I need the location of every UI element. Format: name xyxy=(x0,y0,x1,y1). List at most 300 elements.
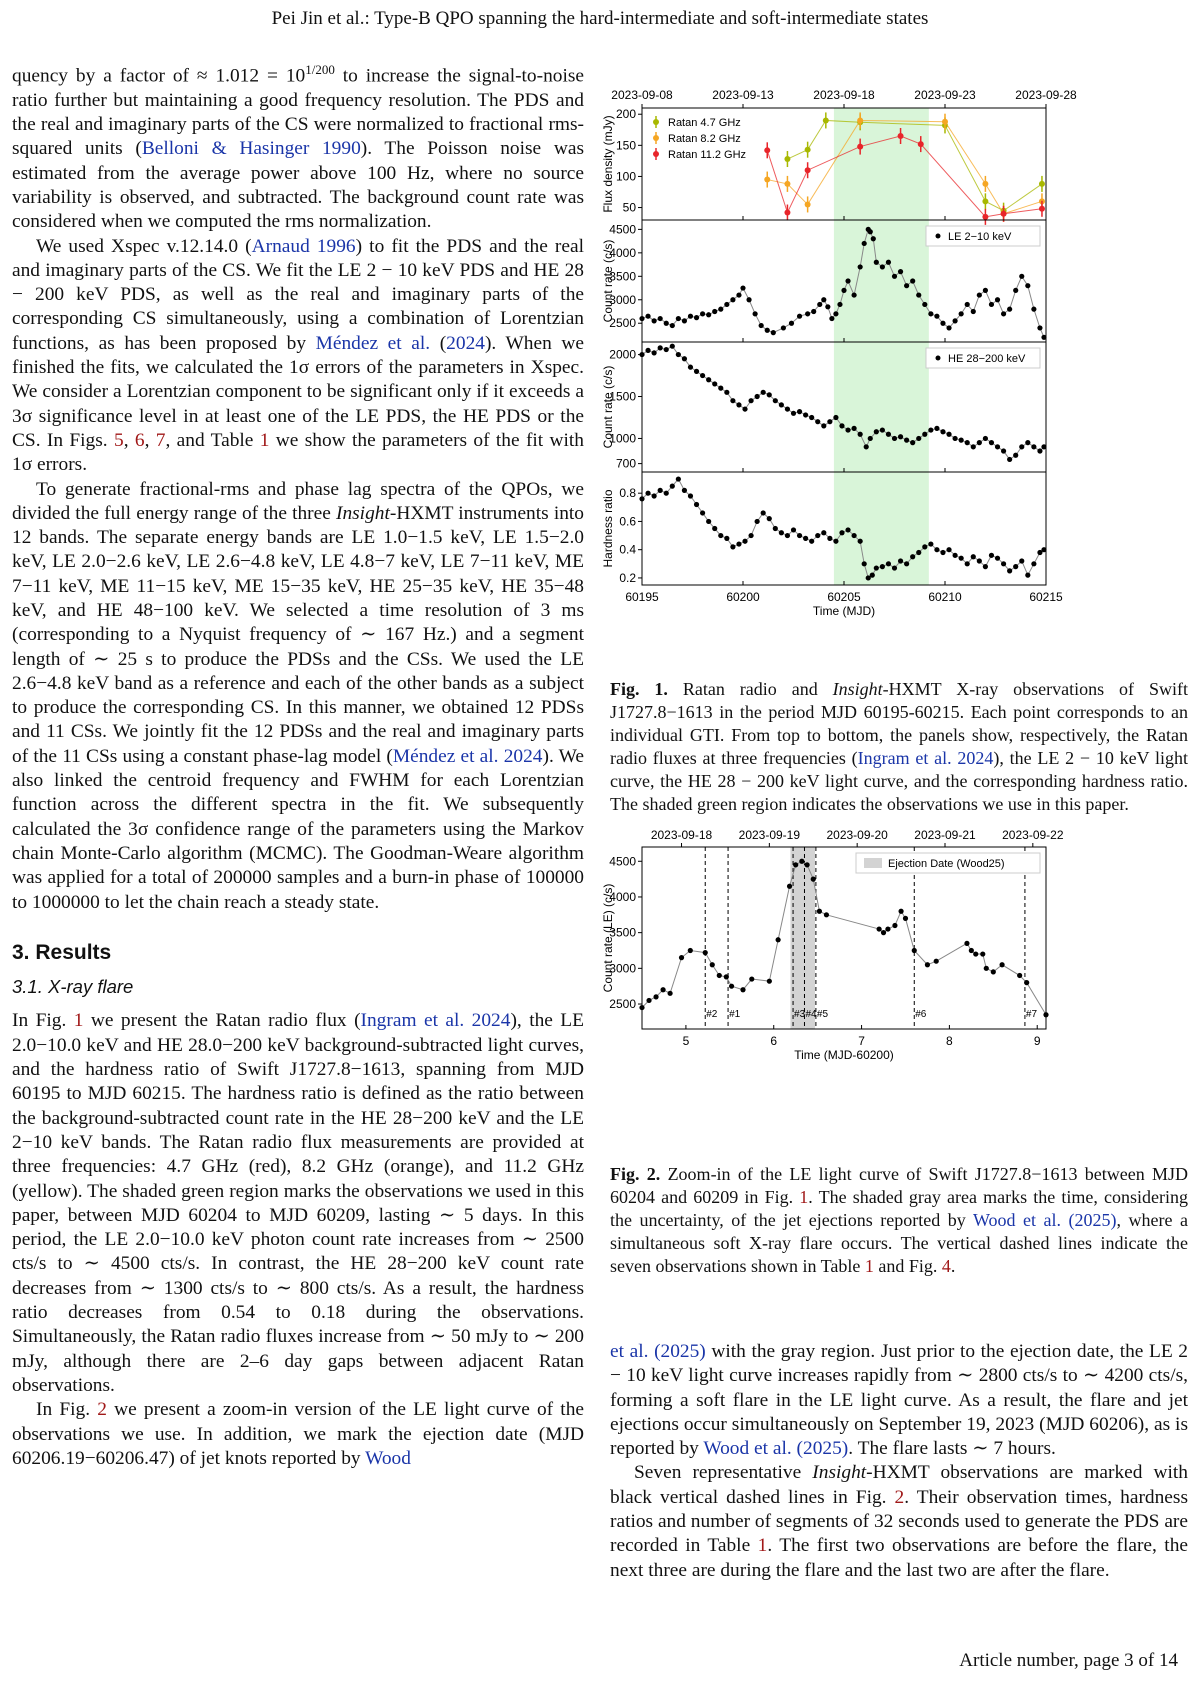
figure-2 xyxy=(600,825,1190,1150)
fig5-link[interactable]: 5 xyxy=(113,429,124,451)
data-point xyxy=(653,994,658,999)
data-point xyxy=(1025,573,1030,578)
y-tick-label: 50 xyxy=(622,200,636,215)
data-point xyxy=(799,859,804,864)
y-tick-label: 100 xyxy=(615,169,636,184)
table1-link[interactable]: 1 xyxy=(259,429,270,451)
data-point xyxy=(793,862,798,867)
data-point xyxy=(977,440,982,445)
data-point xyxy=(1037,448,1042,453)
legend-label: Ratan 8.2 GHz xyxy=(668,133,741,145)
y-tick-label: 1000 xyxy=(609,431,636,446)
data-point xyxy=(753,311,758,316)
ref-mendez[interactable]: Méndez et al. xyxy=(315,332,431,354)
data-point xyxy=(904,561,909,566)
data-point xyxy=(755,394,760,399)
ref-mendez-year[interactable]: 2024 xyxy=(446,332,485,354)
y-axis-label: Count rate (c/s) xyxy=(601,365,615,449)
data-point xyxy=(700,311,705,316)
paragraph-2: We used Xspec v.12.14.0 (Arnaud 1996) to fit the PDS and the real and imaginary parts of the CS. We fit the LE 2 − 10 keV PDS and HE 28 − 200 keV PDS, as well as the real and imaginary parts of the corresponding CS simultaneously, using a combination of Lorentzian functions, as has been proposed by Méndez et al. (2024). When we finished the fits, we calculated the 1σ errors of the parameters in Xspec. We consider a Lorentzian component to be significant only if it exceeds a 3σ significance level in at least one of the LE PDS, the HE PDS or the CS. In Figs. 5, 6, 7, and Table 1 we show the parameters of the fit with 1σ errors. xyxy=(12,235,584,476)
data-point xyxy=(717,973,722,978)
x-tick-label: 8 xyxy=(946,1034,953,1048)
data-point xyxy=(824,912,829,917)
data-point xyxy=(781,325,786,330)
data-point xyxy=(1031,561,1036,566)
data-point xyxy=(977,292,982,297)
data-point xyxy=(953,436,958,441)
data-point xyxy=(1013,453,1018,458)
data-point xyxy=(817,302,822,307)
ref-wood-2025[interactable]: Wood et al. (2025) xyxy=(703,1438,849,1460)
data-point xyxy=(700,373,705,378)
y-tick-label: 3500 xyxy=(609,925,636,940)
data-point xyxy=(953,553,958,558)
data-point xyxy=(658,345,663,350)
data-point xyxy=(898,558,903,563)
ref-wood-cont[interactable]: et al. (2025) xyxy=(610,1341,706,1362)
ref-ingram[interactable]: Ingram et al. 2024 xyxy=(360,1010,511,1032)
data-point xyxy=(797,314,802,319)
data-point xyxy=(815,419,820,424)
fig2-cap-table1[interactable]: 1 xyxy=(864,1256,874,1276)
data-point xyxy=(773,398,778,403)
data-point xyxy=(980,951,985,956)
data-point xyxy=(922,302,927,307)
data-point xyxy=(736,402,741,407)
data-point xyxy=(922,544,927,549)
paragraph-5: In Fig. 2 we present a zoom-in version of the LE light curve of the observations we use. In addition, we mark the ejection date (MJD 60206.19−60206.47) of jet knots reported by Wood xyxy=(12,1399,584,1469)
data-point xyxy=(787,884,792,889)
data-point xyxy=(724,302,729,307)
paragraph-4: In Fig. 1 we present the Ratan radio flux (Ingram et al. 2024), the LE 2.0−10.0 keV and HE 28.0−200 keV background-subtracted light curves, and the hardness ratio of Swift J1727.8−1613, spanning from MJD 60195 to MJD 60215. The hardness ratio is defined as the ratio between the background-subtracted count rate in the HE 28−200 keV and the LE 2−10 keV bands. The Ratan radio flux measurements are provided at three frequencies: 4.7 GHz (red), 8.2 GHz (orange), and 11.2 GHz (yellow). The shaded green region marks the observations we used in this paper, between MJD 60204 to MJD 60209, lasting ∼ 5 days. In this period, the LE 2.0−10.0 keV photon count rate increases from ∼ 2500 cts/s to ∼ 4500 cts/s. In contrast, the HE 28−200 keV count rate decreases from ∼ 1300 cts/s to ∼ 800 cts/s. As a result, the hardness ratio decreases from 0.54 to 0.18 during the observations. Simultaneously, the Ratan radio fluxes increase from ∼ 50 mJy to ∼ 200 mJy, although there are 2–6 day gaps between adjacent Ratan observations. xyxy=(12,1010,585,1396)
radio-point xyxy=(805,201,811,207)
data-point xyxy=(761,390,766,395)
data-point xyxy=(977,558,982,563)
fig1-ref-ingram[interactable]: Ingram et al. 2024 xyxy=(857,748,994,768)
data-point xyxy=(670,484,675,489)
data-point xyxy=(916,550,921,555)
data-point xyxy=(652,350,657,355)
observation-label: #5 xyxy=(816,1009,829,1020)
legend-label: Ratan 4.7 GHz xyxy=(668,117,741,129)
data-point xyxy=(870,573,875,578)
x-tick-label: 9 xyxy=(1033,1034,1041,1048)
data-point xyxy=(833,415,838,420)
data-point xyxy=(864,444,869,449)
x-tick-label: 7 xyxy=(858,1034,865,1048)
data-point xyxy=(652,318,657,323)
data-point xyxy=(639,496,644,501)
observation-label: #6 xyxy=(915,1009,927,1020)
data-point xyxy=(1007,568,1012,573)
data-point xyxy=(886,432,891,437)
legend-marker xyxy=(653,135,659,141)
data-point xyxy=(730,398,735,403)
data-point xyxy=(973,951,978,956)
data-point xyxy=(1001,561,1006,566)
data-point xyxy=(910,278,915,283)
data-point xyxy=(999,962,1004,967)
data-point xyxy=(827,536,832,541)
data-line xyxy=(642,861,1046,1014)
data-point xyxy=(682,356,687,361)
radio-point xyxy=(918,141,924,147)
data-point xyxy=(805,862,810,867)
radio-point xyxy=(857,117,863,123)
data-point xyxy=(682,318,687,323)
ref-mendez-2024[interactable]: Méndez et al. 2024 xyxy=(392,745,543,767)
data-point xyxy=(989,553,994,558)
y-tick-label: 3000 xyxy=(609,292,636,307)
data-point xyxy=(742,539,747,544)
data-point xyxy=(892,565,897,570)
data-point xyxy=(700,510,705,515)
data-point xyxy=(912,948,917,953)
top-date-label: 2023-09-23 xyxy=(914,88,976,102)
y-tick-label: 0.4 xyxy=(619,542,636,557)
radio-point xyxy=(1001,211,1007,217)
top-date-label: 2023-09-28 xyxy=(1015,88,1077,102)
data-point xyxy=(995,297,1000,302)
data-point xyxy=(761,510,766,515)
y-tick-label: 4500 xyxy=(609,222,636,237)
observation-label: #1 xyxy=(729,1009,741,1020)
data-point xyxy=(886,260,891,265)
data-point xyxy=(898,269,903,274)
data-point xyxy=(779,530,784,535)
data-point xyxy=(805,311,810,316)
data-point xyxy=(767,392,772,397)
data-point xyxy=(645,314,650,319)
figure-2-chart xyxy=(600,825,1190,1150)
r-table1-link[interactable]: 1 xyxy=(757,1535,768,1557)
data-point xyxy=(1001,448,1006,453)
data-point xyxy=(718,533,723,538)
top-date-label: 2023-09-08 xyxy=(611,88,673,102)
data-point xyxy=(881,930,886,935)
r-fig2-link[interactable]: 2 xyxy=(894,1486,905,1508)
top-date-label: 2023-09-22 xyxy=(1002,828,1064,842)
data-point xyxy=(718,307,723,312)
y-tick-label: 2500 xyxy=(609,997,636,1012)
data-point xyxy=(874,429,879,434)
y-tick-label: 3500 xyxy=(609,269,636,284)
data-point xyxy=(809,415,814,420)
data-point xyxy=(871,236,876,241)
fig2-ref-wood[interactable]: Wood et al. (2025) xyxy=(972,1210,1117,1230)
data-point xyxy=(837,302,842,307)
radio-point xyxy=(805,167,811,173)
data-point xyxy=(712,309,717,314)
observation-label: #3 xyxy=(794,1009,806,1020)
data-point xyxy=(710,962,715,967)
data-point xyxy=(791,411,796,416)
data-point xyxy=(1013,564,1018,569)
data-point xyxy=(845,427,850,432)
data-point xyxy=(858,264,863,269)
data-point xyxy=(703,950,708,955)
data-point xyxy=(827,419,832,424)
data-point xyxy=(1043,1012,1048,1017)
fig2-cap-fig1[interactable]: 1 xyxy=(799,1187,809,1207)
data-point xyxy=(903,916,908,921)
data-point xyxy=(789,321,794,326)
data-point xyxy=(803,536,808,541)
left-column xyxy=(12,58,584,1471)
data-point xyxy=(898,909,903,914)
data-point xyxy=(1007,457,1012,462)
radio-point xyxy=(942,119,948,125)
section-heading: 3. Results xyxy=(12,940,112,964)
data-point xyxy=(694,502,699,507)
data-point xyxy=(785,406,790,411)
legend-label: LE 2−10 keV xyxy=(948,231,1012,243)
data-point xyxy=(729,984,734,989)
paragraph-5-cont: et al. (2025) with the gray region. Just prior to the ejection date, the LE 2 − 10 keV light curve increases rapidly from ∼ 2800 cts/s to ∼ 4200 cts/s, forming a soft flare in the LE light curve. As a result, the flare and jet ejections occur simultaneously on September 19, 2023 (MJD 60206), as is reported by Wood et al. (2025). The flare lasts ∼ 7 hours. xyxy=(610,1341,1188,1460)
data-point xyxy=(759,323,764,328)
legend-marker xyxy=(936,356,941,361)
data-point xyxy=(959,556,964,561)
data-point xyxy=(877,926,882,931)
data-point xyxy=(688,365,693,370)
paragraph-1: quency by a factor of ≈ $1.012 = 10^{1/200}$ to increase the signal-to-noise ratio further but maintaining a good frequency resolution. The PDS and the real and imaginary parts of the CS were normalized to fractional rms-squared units (Belloni & Hasinger 1990). The Poisson noise was estimated from the average power above 100 Hz, where no source variability is observed, and subtracted. The background count rate was considered when we computed the rms normalization. xyxy=(12,62,585,233)
radio-point xyxy=(898,133,904,139)
data-point xyxy=(892,923,897,928)
data-point xyxy=(730,544,735,549)
data-point xyxy=(646,998,651,1003)
data-point xyxy=(694,315,699,320)
x-axis-label: Time (MJD) xyxy=(812,604,876,618)
y-tick-label: 2500 xyxy=(609,316,636,331)
data-point xyxy=(1019,444,1024,449)
data-point xyxy=(682,488,687,493)
data-point xyxy=(1041,547,1046,552)
data-point xyxy=(664,491,669,496)
data-point xyxy=(1041,444,1046,449)
y-tick-label: 4000 xyxy=(609,889,636,904)
data-point xyxy=(991,969,996,974)
y-tick-label: 4500 xyxy=(609,854,636,869)
fig7-link[interactable]: 7 xyxy=(155,429,166,451)
legend-label: Ejection Date (Wood25) xyxy=(888,858,1005,870)
data-point xyxy=(688,493,693,498)
data-point xyxy=(868,436,873,441)
y-tick-label: 2000 xyxy=(609,347,636,362)
data-point xyxy=(811,309,816,314)
page-footer: Article number, page 3 of 14 xyxy=(959,1650,1178,1671)
data-point xyxy=(880,427,885,432)
data-point xyxy=(658,316,663,321)
data-point xyxy=(718,386,723,391)
data-point xyxy=(989,440,994,445)
data-point xyxy=(755,519,760,524)
data-point xyxy=(712,526,717,531)
radio-point xyxy=(764,147,770,153)
data-point xyxy=(880,264,885,269)
data-point xyxy=(767,979,772,984)
data-point xyxy=(706,312,711,317)
data-point xyxy=(892,436,897,441)
data-point xyxy=(969,948,974,953)
data-point xyxy=(660,987,665,992)
data-point xyxy=(928,427,933,432)
radio-point xyxy=(805,147,811,153)
top-date-label: 2023-09-21 xyxy=(914,828,976,842)
x-tick-label: 60195 xyxy=(625,590,659,604)
data-point xyxy=(706,377,711,382)
data-point xyxy=(803,412,808,417)
data-point xyxy=(688,948,693,953)
data-point xyxy=(874,565,879,570)
data-point xyxy=(749,976,754,981)
data-point xyxy=(934,314,939,319)
data-point xyxy=(740,987,745,992)
data-point xyxy=(946,325,951,330)
data-point xyxy=(910,554,915,559)
radio-point xyxy=(1039,206,1045,212)
radio-point xyxy=(857,144,863,150)
x-tick-label: 6 xyxy=(770,1034,778,1048)
data-point xyxy=(825,304,830,309)
data-point xyxy=(940,321,945,326)
data-point xyxy=(995,444,1000,449)
legend-marker xyxy=(936,234,941,239)
observation-label: #4 xyxy=(805,1009,817,1020)
data-point xyxy=(773,526,778,531)
data-point xyxy=(679,955,684,960)
data-point xyxy=(1024,980,1029,985)
top-date-label: 2023-09-19 xyxy=(738,828,801,842)
data-point xyxy=(898,434,903,439)
data-point xyxy=(724,536,729,541)
data-point xyxy=(959,438,964,443)
data-point xyxy=(946,547,951,552)
fig6-link[interactable]: 6 xyxy=(134,429,145,451)
fig2-link[interactable]: 2 xyxy=(97,1399,107,1421)
data-point xyxy=(730,297,735,302)
x-axis-label: Time (MJD-60200) xyxy=(794,1048,894,1062)
data-point xyxy=(916,292,921,297)
y-tick-label: 700 xyxy=(615,456,636,471)
y-tick-label: 0.8 xyxy=(619,486,636,501)
data-point xyxy=(817,909,822,914)
data-point xyxy=(1041,335,1046,340)
data-point xyxy=(797,409,802,414)
data-point xyxy=(724,390,729,395)
radio-point xyxy=(982,181,988,187)
figure-1-chart xyxy=(600,80,1190,660)
data-point xyxy=(771,330,776,335)
observation-label: #7 xyxy=(1025,1009,1038,1020)
data-point xyxy=(841,288,846,293)
data-point xyxy=(953,318,958,323)
y-tick-label: 1500 xyxy=(609,389,636,404)
data-point xyxy=(821,423,826,428)
shaded-region xyxy=(834,108,929,585)
data-point xyxy=(639,352,644,357)
data-point xyxy=(670,323,675,328)
data-point xyxy=(934,426,939,431)
data-point xyxy=(928,541,933,546)
right-column xyxy=(610,1340,1188,1583)
y-tick-label: 4000 xyxy=(609,245,636,260)
data-point xyxy=(892,274,897,279)
ref-belloni[interactable]: Belloni & Hasinger 1990 xyxy=(141,138,361,160)
data-point xyxy=(989,302,994,307)
data-point xyxy=(858,432,863,437)
ref-wood[interactable]: Wood xyxy=(365,1447,411,1469)
data-point xyxy=(645,491,650,496)
data-point xyxy=(984,966,989,971)
data-point xyxy=(874,260,879,265)
data-point xyxy=(940,550,945,555)
data-point xyxy=(742,406,747,411)
data-point xyxy=(724,974,729,979)
legend-marker xyxy=(653,119,659,125)
fig2-cap-fig4[interactable]: 4 xyxy=(941,1256,951,1276)
data-point xyxy=(965,440,970,445)
x-tick-label: 5 xyxy=(682,1034,690,1048)
y-axis-label: Flux density (mJy) xyxy=(601,115,615,213)
data-point xyxy=(934,547,939,552)
data-point xyxy=(1001,311,1006,316)
data-point xyxy=(839,423,844,428)
y-tick-label: 0.6 xyxy=(619,514,636,529)
data-point xyxy=(1037,325,1042,330)
data-point xyxy=(767,516,772,521)
data-point xyxy=(740,285,745,290)
y-tick-label: 3000 xyxy=(609,961,636,976)
legend-swatch xyxy=(864,858,882,868)
ref-arnaud[interactable]: Arnaud 1996 xyxy=(251,235,356,257)
y-tick-label: 150 xyxy=(615,138,636,153)
data-point xyxy=(746,297,751,302)
data-point xyxy=(785,533,790,538)
data-point xyxy=(940,429,945,434)
data-point xyxy=(776,937,781,942)
data-point xyxy=(971,309,976,314)
top-date-label: 2023-09-20 xyxy=(826,828,888,842)
data-point xyxy=(965,302,970,307)
data-point xyxy=(676,352,681,357)
data-point xyxy=(821,297,826,302)
data-point xyxy=(916,436,921,441)
data-point xyxy=(736,292,741,297)
data-point xyxy=(1031,444,1036,449)
y-axis-label: Count rate (LE) (c/s) xyxy=(601,883,615,993)
data-point xyxy=(639,1005,644,1010)
data-point xyxy=(868,229,873,234)
x-tick-label: 60215 xyxy=(1029,590,1063,604)
radio-point xyxy=(784,181,790,187)
paragraph-6: Seven representative Insight-HXMT observations are marked with black vertical dashed lines in Fig. 2. Their observation times, hardness ratios and number of segments of 32 seconds used to generate the PDS are recorded in Table 1. The first two observations are before the flare, the next three are during the flare and the last two are after the flare. xyxy=(610,1462,1188,1581)
data-point xyxy=(676,316,681,321)
observation-label: #2 xyxy=(706,1009,718,1020)
legend-label: Ratan 11.2 GHz xyxy=(668,149,747,161)
data-point xyxy=(971,554,976,559)
fig1-link[interactable]: 1 xyxy=(73,1010,84,1032)
subsection-heading: 3.1. X-ray flare xyxy=(12,976,134,998)
legend-marker xyxy=(653,151,659,157)
radio-point xyxy=(764,177,770,183)
x-tick-label: 60205 xyxy=(827,590,861,604)
data-point xyxy=(1013,288,1018,293)
data-point xyxy=(676,476,681,481)
data-point xyxy=(670,344,675,349)
radio-point xyxy=(823,117,829,123)
data-point xyxy=(858,539,863,544)
data-point xyxy=(925,962,930,967)
